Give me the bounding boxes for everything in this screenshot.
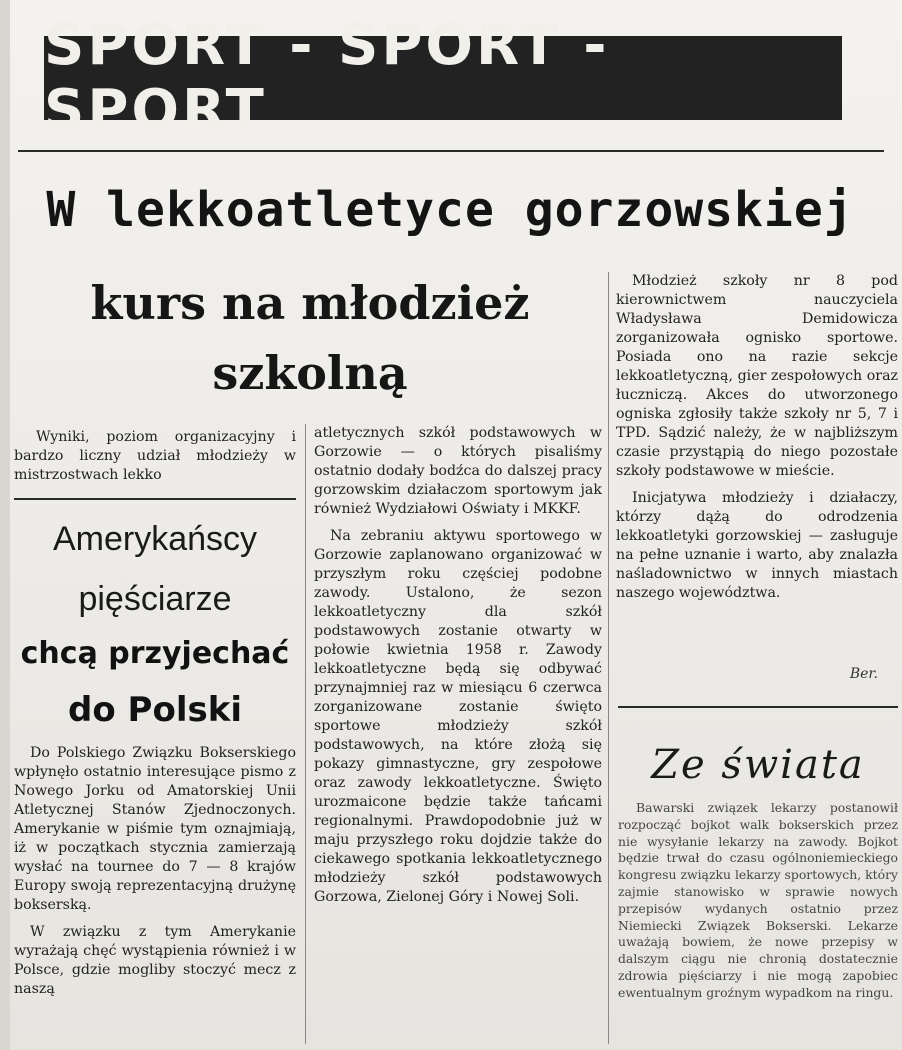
athletics-article-column-2: [314, 424, 602, 915]
boxing-headline-line-1: Amerykańscy: [52, 520, 258, 558]
masthead-title: SPORT - SPORT - SPORT: [44, 13, 610, 143]
world-paragraph: Bawarski związek lekarzy postanowił rozpocząć bojkot walk bokserskich przez nie wysyłanie lekarzy na zawody. Bojkot będzie trwał do czasu ogólnoniemieckiego kongresu związku lekarzy sportowych, który zajmie stanowisko w sprawie nowych przepisów wydanych ostatnio przez Niemiecki Związek Bokserski. Lekarze uważają bowiem, że nowe przepisy w dalszym ciągu nie chronią dostatecznie zdrowia pięściarzy i nie mogą zapobiec ewentualnym groźnym wypadkom na ringu.: [618, 800, 898, 1000]
world-section-body: [618, 800, 898, 1010]
column-divider: [305, 424, 306, 1044]
lead-paragraph: [14, 428, 296, 493]
header-rule: [18, 150, 884, 152]
photo-edge: [0, 0, 10, 1050]
article-paragraph: atletycznych szkół podstawowych w Gorzowie — o których pisaliśmy ostatnio dodały bodźca do dalszej pracy gorzowskim działaczom sportowym jak również Wydziałowi Oświaty i MKKF.: [314, 425, 602, 517]
boxing-headline-line-4: do Polski: [68, 690, 242, 730]
article-paragraph: Młodzież szkoły nr 8 pod kierownictwem nauczyciela Władysława Demidowicza zorganizowała ognisko sportowe. Posiada ono na razie sekcje lekkoatletyczną, gier zespołowych oraz łuczniczą. Akces do utworzonego ogniska zgłosiły także szkoły nr 5, 7 i TPD. Sądzić należy, że w najbliższym czasie przystąpią do niego pozostałe szkoły podstawowe w mieście.: [616, 273, 898, 479]
subheadline-line-2: szkolną: [212, 346, 408, 400]
boxing-headline-line-3: chcą przyjechać: [20, 636, 290, 671]
article-paragraph: Na zebraniu aktywu sportowego w Gorzowie zaplanowano organizować w przyszłym roku częściej podobne zawody. Ustalono, że sezon lekkoatletyczny dla szkół podstawowych zostanie otwarty w połowie kwietnia 1958 r. Zawody lekkoatletyczne będą się odbywać przynajmniej raz w miesiącu 6 czerwca zorganizowane zostanie święto sportowe młodzieży szkół podstawowych, na które złożą się pokazy gimnastyczne, gry zespołowe oraz zawody lekkoatletyczne. Święto urozmaicone będzie także tańcami regionalnymi. Prawdopodobnie już w maju przyszłego roku dojdzie także do ciekawego spotkania lekkoatletycznego młodzieży szkół podstawowych Gorzowa, Zielonej Góry i Nowej Soli.: [314, 528, 602, 905]
boxing-headline-line-2: pięściarze: [78, 580, 232, 618]
lead-text: Wyniki, poziom organizacyjny i bardzo liczny udział młodzieży w mistrzostwach lekko: [14, 429, 296, 483]
boxing-paragraph: W związku z tym Amerykanie wyrażają chęć wystąpienia również i w Polsce, gdzie mogliby stoczyć mecz z naszą: [14, 924, 296, 997]
column-rule: [14, 498, 296, 500]
masthead-banner: [44, 13, 842, 143]
boxing-article-body: [14, 744, 296, 1007]
athletics-article-column-3: [616, 272, 898, 611]
column-divider: [608, 272, 609, 1044]
main-headline: W lekkoatletyce gorzowskiej: [46, 182, 854, 238]
subheadline-line-1: kurs na młodzież: [90, 276, 530, 330]
article-paragraph: Inicjatywa młodzieży i działaczy, którzy dążą do odrodzenia lekkoatletyki gorzowskiej — zasługuje na pełne uznanie i warto, aby znalazła naśladownictwo w innych miastach naszego województwa.: [616, 490, 898, 601]
column-rule: [618, 706, 898, 708]
boxing-paragraph: Do Polskiego Związku Bokserskiego wpłynęło ostatnio interesujące pismo z Nowego Jorku od Amatorskiej Unii Atletycznej Stanów Zjednoczonych. Amerykanie w piśmie tym oznajmiają, iż w początkach stycznia zamierzają wysłać na tournee do 7 — 8 krajów Europy swoją reprezentacyjną drużynę bokserską.: [14, 745, 296, 913]
author-signature: Ber.: [849, 666, 878, 682]
world-section-title: Ze świata: [651, 742, 865, 788]
